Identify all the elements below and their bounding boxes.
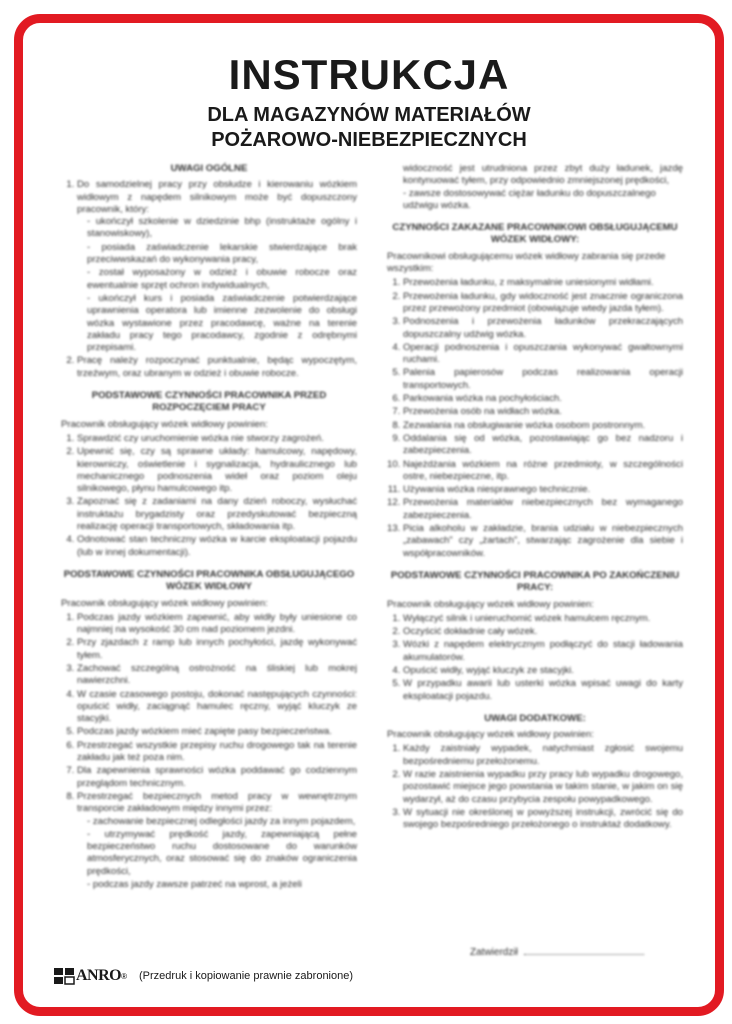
sub-list xyxy=(77,816,357,892)
copyright-note: (Przedruk i kopiowanie prawnie zabronione) xyxy=(139,970,354,982)
after-work-list xyxy=(387,613,683,703)
approval-signature xyxy=(470,946,660,958)
additional-notes-list xyxy=(387,743,683,831)
list-item: 2. Pracę należy rozpoczynać punktualnie, będąc wypoczętym, trzeźwym, oraz ubranym w odzież i obuwie robocze. xyxy=(77,355,357,380)
list-item xyxy=(77,791,357,891)
left-column xyxy=(61,163,357,892)
list-item: 9. Oddalania się od wózka, pozostawiając go bez nadzoru i zabezpieczenia. xyxy=(403,433,683,458)
section-heading-after-work: PODSTAWOWE CZYNNOŚCI PRACOWNIKA PO ZAKOŃCZENIU PRACY: xyxy=(390,569,680,594)
list-item: 3. Zachować szczególną ostrożność na śliskiej lub mokrej nawierzchni. xyxy=(77,663,357,688)
sub-list-item: - zawsze dostosowywać ciężar ładunku do dopuszczalnego udźwigu wózka. xyxy=(403,188,683,213)
section-intro: Pracownik obsługujący wózek widłowy powinien: xyxy=(61,418,268,430)
list-item: 10. Najeżdżania wózkiem na różne przedmioty, w szczególności ostre, niebezpieczne, itp. xyxy=(403,459,683,484)
list-item: 2. Oczyścić dokładnie cały wózek. xyxy=(403,626,683,638)
registered-mark: ® xyxy=(121,971,128,981)
sub-list-item: - utrzymywać prędkość jazdy, zapewniającą pełne bezpieczeństwo ruchu dostosowane do warunków atmosferycznych, oraz stosować się do znaków ograniczenia prędkości, xyxy=(87,829,357,878)
sub-list xyxy=(77,216,357,354)
anro-logo-icon xyxy=(52,966,76,986)
section-intro: Pracownik obsługujący wózek widłowy powinien: xyxy=(387,729,594,741)
list-item: 4. W czasie czasowego postoju, dokonać następujących czynności: opuścić widły, zaciągnąć hamulec ręczny, wyjąć kluczyk ze stacyjki. xyxy=(77,689,357,726)
sub-list-item: - ukończył kurs i posiada zaświadczenie potwierdzające uprawnienia operatora lub imienne zezwolenie do obsługi wózka wystawione przez pracodawcę, ważne na terenie zakładu pracy tego pracodawcy, zgodnie z odrębnymi przepisami. xyxy=(87,293,357,354)
list-item: 2. Przy zjazdach z ramp lub innych pochyłości, jazdę wykonywać tyłem. xyxy=(77,637,357,662)
list-item-text: Przestrzegać bezpiecznych metod pracy w wewnętrznym transporcie zakładowym między innymi przez: xyxy=(77,790,357,815)
before-work-list xyxy=(61,433,357,559)
operating-list xyxy=(61,612,357,892)
signature-label: Zatwierdził xyxy=(470,947,518,958)
right-column xyxy=(387,163,683,833)
list-item: 1. Każdy zaistniały wypadek, natychmiast zgłosić swojemu bezpośredniemu przełożonemu. xyxy=(403,743,683,768)
list-item: 6. Parkowania wózka na pochyłościach. xyxy=(403,393,683,405)
sub-list-item: - zachowanie bezpiecznej odległości jazdy za innym pojazdem, xyxy=(87,816,357,828)
section-heading-general: UWAGI OGÓLNE xyxy=(170,163,248,174)
subtitle-line-2: POŻAROWO-NIEBEZPIECZNYCH xyxy=(211,129,527,151)
page-subtitle xyxy=(23,103,715,153)
list-item: 7. Przewożenia osób na widłach wózka. xyxy=(403,406,683,418)
brand-name: ANRO xyxy=(76,967,122,984)
list-item: 3. W sytuacji nie określonej w powyższej instrukcji, zwrócić się do swojego bezpośredniego przełożonego o instruktaż dodatkowy. xyxy=(403,807,683,832)
list-item: 4. Odnotować stan techniczny wózka w karcie eksploatacji pojazdu (lub w innej dokumentacji). xyxy=(77,534,357,559)
sub-list xyxy=(387,188,683,213)
list-item: 7. Dla zapewnienia sprawności wózka poddawać go codziennym przeglądom technicznym. xyxy=(77,765,357,790)
list-item: 1. Podczas jazdy wózkiem zapewnić, aby widły były uniesione co najmniej na wysokość 30 cm nad poziomem jezdni. xyxy=(77,612,357,637)
list-item: 4. Opuścić widły, wyjąć kluczyk ze stacyjki. xyxy=(403,665,683,677)
list-item: 8. Zezwalania na obsługiwanie wózka osobom postronnym. xyxy=(403,420,683,432)
signature-dotted-line xyxy=(524,946,644,955)
list-item: 2. W razie zaistnienia wypadku przy pracy lub wypadku drogowego, pozostawić miejsce jego powstania w takim stanie, w jakim on się wydarzył, aż do czasu przybycia zespołu powypadkowego. xyxy=(403,769,683,806)
list-item: 3. Zapoznać się z zadaniami na dany dzień roboczy, wysłuchać instruktażu brygadzisty oraz przedyskutować bezpieczną realizację operacji transportowych, składowania itp. xyxy=(77,496,357,533)
anro-logo xyxy=(52,966,127,986)
list-item: 6. Przestrzegać wszystkie przepisy ruchu drogowego tak na terenie zakładu jak też poza nim. xyxy=(77,740,357,765)
list-item xyxy=(77,179,357,354)
footer xyxy=(52,966,353,986)
list-item: 3. Podnoszenia i przewożenia ładunków przekraczających dopuszczalny udźwig wózka. xyxy=(403,316,683,341)
list-item: 12. Przewożenia materiałów niebezpiecznych bez wymaganego zabezpieczenia. xyxy=(403,497,683,522)
list-item: 1. Przewożenia ładunku, z maksymalnie uniesionymi widłami. xyxy=(403,277,683,289)
list-item: 5. Podczas jazdy wózkiem mieć zapięte pasy bezpieczeństwa. xyxy=(77,726,357,738)
sub-list-item: - posiada zaświadczenie lekarskie stwierdzające brak przeciwwskazań do wykonywania pracy, xyxy=(87,242,357,267)
sub-list-item: - został wyposażony w odzież i obuwie robocze oraz ewentualnie sprzęt ochron indywidualnych, xyxy=(87,267,357,292)
forbidden-list xyxy=(387,277,683,560)
sub-list-item: - podczas jazdy zawsze patrzeć na wprost, a jeżeli xyxy=(87,879,357,891)
list-item: 1. Wyłączyć silnik i unieruchomić wózek hamulcem ręcznym. xyxy=(403,613,683,625)
list-item: 13. Picia alkoholu w zakładzie, brania udziału w niebezpiecznych „zabawach” czy „żartach”, stwarzając zagrożenie dla siebie i współpracowników. xyxy=(403,523,683,560)
page-title: INSTRUKCJA xyxy=(228,51,510,98)
list-item: 5. Palenia papierosów podczas realizowania operacji transportowych. xyxy=(403,367,683,392)
list-item: 2. Przewożenia ładunku, gdy widoczność jest znacznie ograniczona przez przewożony przedmiot (obowiązuje wtedy jazda tyłem). xyxy=(403,291,683,316)
subtitle-line-1: DLA MAGAZYNÓW MATERIAŁÓW xyxy=(207,104,531,126)
instruction-sign xyxy=(14,14,724,1016)
list-item: 2. Upewnić się, czy są sprawne układy: hamulcowy, napędowy, kierowniczy, oświetlenie i sygnalizacja, hydraulicznego lub mechanicznego podnoszenia wideł oraz poziom oleju silnikowego, płynu hamulcowego itp. xyxy=(77,446,357,495)
list-item: 3. Wózki z napędem elektrycznym podłączyć do stacji ładowania akumulatorów. xyxy=(403,639,683,664)
list-item: 4. Operacji podnoszenia i opuszczania wykonywać gwałtownymi ruchami. xyxy=(403,342,683,367)
list-item: 5. W przypadku awarii lub usterki wózka wpisać uwagi do karty eksploatacji pojazdu. xyxy=(403,678,683,703)
list-item: 11. Używania wózka niesprawnego technicznie. xyxy=(403,484,683,496)
section-heading-additional: UWAGI DODATKOWE: xyxy=(484,712,586,724)
continued-text: widoczność jest utrudniona przez zbyt duży ładunek, jazdę kontynuować tyłem, przy odpowiednio zmniejszonej prędkości, xyxy=(403,163,683,187)
general-notes-list xyxy=(61,179,357,380)
section-heading-before-work: PODSTAWOWE CZYNNOŚCI PRACOWNIKA PRZED ROZPOCZĘCIEM PRACY xyxy=(91,390,327,414)
section-intro: Pracownik obsługujący wózek widłowy powinien: xyxy=(61,597,268,609)
section-heading-operating: PODSTAWOWE CZYNNOŚCI PRACOWNIKA OBSŁUGUJĄCEGO WÓZEK WIDŁOWY xyxy=(63,568,355,593)
list-item: 1. Sprawdzić czy uruchomienie wózka nie stworzy zagrożeń. xyxy=(77,433,357,445)
section-heading-forbidden: CZYNNOŚCI ZAKAZANE PRACOWNIKOWI OBSŁUGUJĄCEMU WÓZEK WIDŁOWY: xyxy=(392,222,678,246)
section-intro: Pracownikowi obsługującemu wózek widłowy zabrania się przede wszystkim: xyxy=(387,250,666,275)
list-item-text: Do samodzielnej pracy przy obsłudze i kierowaniu wózkiem widłowym z napędem silnikowym może być dopuszczony pracownik, który: xyxy=(77,179,357,215)
section-intro: Pracownik obsługujący wózek widłowy powinien: xyxy=(387,598,594,610)
sub-list-item: - ukończył szkolenie w dziedzinie bhp (instruktaże ogólny i stanowiskowy), xyxy=(87,216,357,241)
